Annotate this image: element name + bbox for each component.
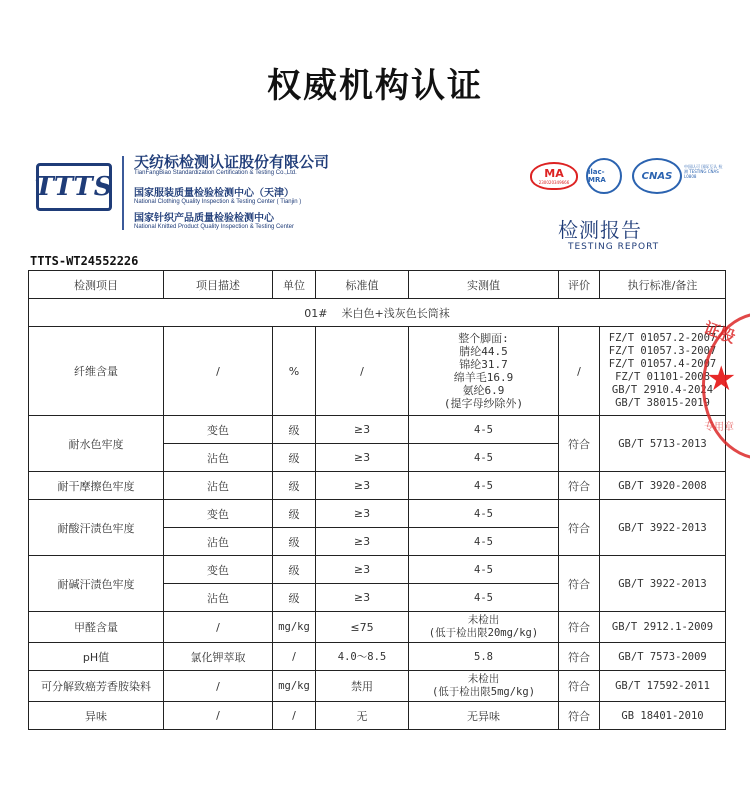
- test-std: ≥3: [316, 528, 409, 556]
- test-desc: 沾色: [164, 444, 273, 472]
- test-result: 4-5: [409, 500, 559, 528]
- test-std: 4.0～8.5: [316, 643, 409, 671]
- test-eval: 符合: [559, 500, 600, 556]
- test-unit: 级: [273, 444, 316, 472]
- test-result: 4-5: [409, 528, 559, 556]
- test-desc: 沾色: [164, 528, 273, 556]
- test-standard: GB/T 5713-2013: [600, 416, 726, 472]
- table-row: [29, 500, 726, 528]
- ttts-logo: [36, 163, 112, 211]
- table-row: [29, 643, 726, 671]
- test-result: 4-5: [409, 472, 559, 500]
- test-unit: 级: [273, 584, 316, 612]
- table-row: [29, 671, 726, 702]
- test-eval: 符合: [559, 556, 600, 612]
- test-unit: %: [273, 327, 316, 416]
- org-name-en: TianFangBiao Standardization Certification & Testing Co.,Ltd.: [134, 170, 297, 176]
- test-std: ≥3: [316, 584, 409, 612]
- org-name-cn: 天纺标检测认证股份有限公司: [134, 153, 330, 171]
- col-header: 标准值: [316, 271, 409, 299]
- page-title: 权威机构认证: [267, 66, 483, 106]
- test-result: 无异味: [409, 702, 559, 730]
- table-row: [29, 556, 726, 584]
- test-desc: 氯化钾萃取: [164, 643, 273, 671]
- test-eval: 符合: [559, 671, 600, 702]
- test-desc: 变色: [164, 500, 273, 528]
- test-standard: GB 18401-2010: [600, 702, 726, 730]
- test-unit: 级: [273, 416, 316, 444]
- test-std: 禁用: [316, 671, 409, 702]
- test-unit: /: [273, 643, 316, 671]
- test-std: ≥3: [316, 556, 409, 584]
- test-result: 未检出 (低于检出限20mg/kg): [409, 612, 559, 643]
- test-result: 整个脚面: 腈纶44.5 锦纶31.7 绵羊毛16.9 氨纶6.9 (提字母纱除外): [409, 327, 559, 416]
- test-unit: /: [273, 702, 316, 730]
- test-unit: 级: [273, 500, 316, 528]
- test-unit: 级: [273, 472, 316, 500]
- test-standard: GB/T 3922-2013: [600, 500, 726, 556]
- sample-number: 01#: [304, 306, 328, 320]
- table-header-row: [29, 271, 726, 299]
- test-item: 异味: [29, 702, 164, 730]
- test-item: 耐碱汗渍色牢度: [29, 556, 164, 612]
- test-eval: 符合: [559, 416, 600, 472]
- test-unit: 级: [273, 528, 316, 556]
- center2-cn: 国家针织产品质量检验检测中心: [134, 213, 274, 224]
- test-standard: GB/T 3920-2008: [600, 472, 726, 500]
- table-row: [29, 702, 726, 730]
- test-result: 4-5: [409, 556, 559, 584]
- test-eval: 符合: [559, 612, 600, 643]
- test-item: 耐水色牢度: [29, 416, 164, 472]
- test-desc: /: [164, 702, 273, 730]
- ilac-mra-mark-icon: ilac-MRA: [586, 158, 622, 194]
- test-std: ≥3: [316, 416, 409, 444]
- sample-row: [29, 299, 726, 327]
- test-eval: 符合: [559, 702, 600, 730]
- logo-divider: [122, 156, 124, 230]
- test-std: /: [316, 327, 409, 416]
- test-desc: 变色: [164, 416, 273, 444]
- test-std: ≥3: [316, 444, 409, 472]
- col-header: 评价: [559, 271, 600, 299]
- col-header: 检测项目: [29, 271, 164, 299]
- test-result: 4-5: [409, 416, 559, 444]
- logo-text: TTTS: [34, 172, 114, 202]
- table-row: [29, 472, 726, 500]
- test-item: 可分解致癌芳香胺染料: [29, 671, 164, 702]
- col-header: 单位: [273, 271, 316, 299]
- test-result: 4-5: [409, 444, 559, 472]
- center1-en: National Clothing Quality Inspection & Testing Center ( Tianjin ): [134, 199, 302, 205]
- col-header: 项目描述: [164, 271, 273, 299]
- test-desc: /: [164, 671, 273, 702]
- test-unit: mg/kg: [273, 671, 316, 702]
- test-item: 耐干摩擦色牢度: [29, 472, 164, 500]
- test-result: 未检出 (低于检出限5mg/kg): [409, 671, 559, 702]
- test-std: ≥3: [316, 500, 409, 528]
- test-standard: FZ/T 01057.2-2007 FZ/T 01057.3-2007 FZ/T 01057.4-2007 FZ/T 01101-2008 GB/T 2910.4-2024 GB/T 38015-2019: [600, 327, 726, 416]
- test-eval: 符合: [559, 643, 600, 671]
- report-number: TTTS-WT24552226: [30, 254, 139, 268]
- test-result: 5.8: [409, 643, 559, 671]
- test-eval: /: [559, 327, 600, 416]
- test-standard: GB/T 17592-2011: [600, 671, 726, 702]
- test-standard: GB/T 3922-2013: [600, 556, 726, 612]
- test-desc: 沾色: [164, 472, 273, 500]
- test-item: 纤维含量: [29, 327, 164, 416]
- star-icon: ★: [706, 359, 737, 399]
- test-item: 甲醛含量: [29, 612, 164, 643]
- test-std: ≥3: [316, 472, 409, 500]
- test-result: 4-5: [409, 584, 559, 612]
- table-row: [29, 327, 726, 416]
- test-item: 耐酸汗渍色牢度: [29, 500, 164, 556]
- test-eval: 符合: [559, 472, 600, 500]
- cnas-note: 中国认可 国际互认 检测 TESTING CNAS L0808: [684, 164, 723, 179]
- test-unit: mg/kg: [273, 612, 316, 643]
- test-standard: GB/T 7573-2009: [600, 643, 726, 671]
- report-title-cn: 检测报告: [558, 218, 642, 242]
- test-desc: 变色: [164, 556, 273, 584]
- cma-mark-icon: MA 230020349666: [530, 162, 578, 190]
- table-row: [29, 416, 726, 444]
- center2-en: National Knitted Product Quality Inspection & Testing Center: [134, 224, 294, 230]
- sample-description: 米白色+浅灰色长筒袜: [341, 306, 450, 320]
- test-desc: /: [164, 327, 273, 416]
- center1-cn: 国家服装质量检验检测中心（天津）: [134, 188, 294, 199]
- test-std: 无: [316, 702, 409, 730]
- col-header: 实测值: [409, 271, 559, 299]
- test-results-table: [28, 270, 726, 730]
- col-header: 执行标准/备注: [600, 271, 726, 299]
- cnas-mark-icon: CNAS: [632, 158, 682, 194]
- test-std: ≤75: [316, 612, 409, 643]
- test-desc: /: [164, 612, 273, 643]
- test-desc: 沾色: [164, 584, 273, 612]
- test-standard: GB/T 2912.1-2009: [600, 612, 726, 643]
- test-unit: 级: [273, 556, 316, 584]
- seal-text-bottom: 专用章: [704, 422, 734, 433]
- test-item: pH值: [29, 643, 164, 671]
- report-title-en: TESTING REPORT: [568, 242, 660, 252]
- table-row: [29, 612, 726, 643]
- seal-text-top: 证股: [701, 318, 738, 347]
